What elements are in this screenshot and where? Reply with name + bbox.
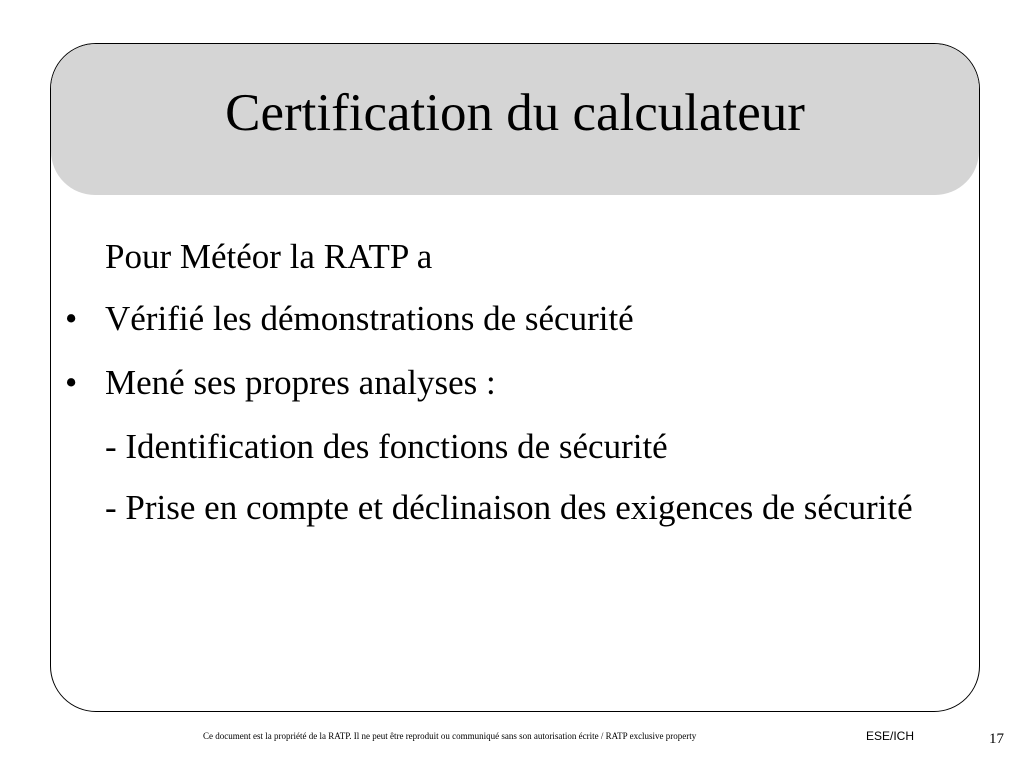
bullet-item: Mené ses propres analyses : bbox=[105, 363, 496, 402]
intro-text: Pour Météor la RATP a bbox=[105, 237, 433, 276]
sub-item: - Prise en compte et déclinaison des exigences de sécurité bbox=[105, 488, 913, 527]
page-number: 17 bbox=[989, 731, 1004, 747]
footer-copyright-note: Ce document est la propriété de la RATP. Il ne peut être reproduit ou communiqué sans son autorisation écrite / RATP exclusive property bbox=[203, 731, 697, 741]
bullet-item: Vérifié les démonstrations de sécurité bbox=[105, 299, 634, 338]
bullet-marker: • bbox=[65, 363, 78, 402]
title-bar bbox=[51, 44, 979, 195]
slide-title: Certification du calculateur bbox=[225, 84, 805, 142]
bullet-marker: • bbox=[65, 299, 78, 338]
sub-item: - Identification des fonctions de sécurité bbox=[105, 427, 668, 466]
slide-frame bbox=[50, 43, 980, 712]
footer-department-code: ESE/ICH bbox=[866, 729, 915, 743]
